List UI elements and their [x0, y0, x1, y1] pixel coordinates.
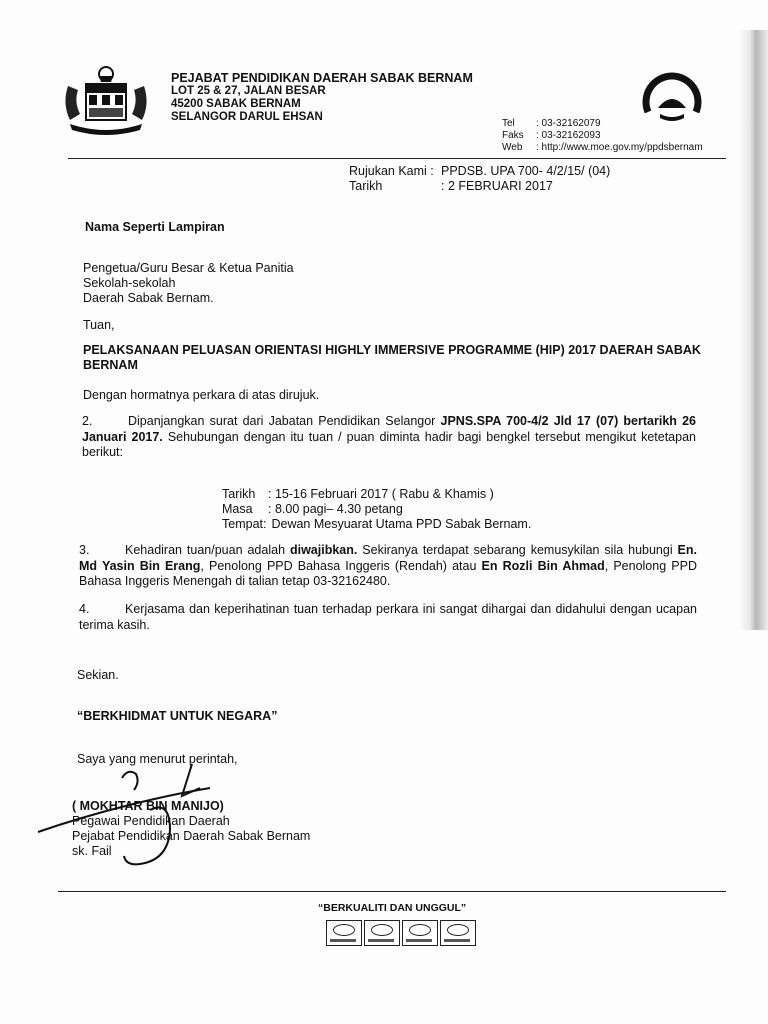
para-4-text: Kerjasama dan keperihatinan tuan terhadap perkara ini sangat dihargai dan didahului dengan ucapan terima kasih.: [79, 602, 697, 632]
reference-block: [349, 164, 610, 194]
date-value: : 2 FEBRUARI 2017: [441, 179, 553, 193]
cc-line: sk. Fail: [72, 844, 112, 858]
opening-line: Dengan hormatnya perkara di atas dirujuk.: [83, 388, 320, 402]
closing-line: Sekian.: [77, 668, 119, 682]
recipient-line-1: Pengetua/Guru Besar & Ketua Panitia: [83, 261, 294, 275]
detail-venue-label: Tempat:: [222, 517, 267, 531]
para-4-number: 4.: [79, 602, 90, 616]
para-3-text-2: Sekiranya terdapat sebarang kemusykilan sila hubungi: [357, 543, 678, 557]
fax-label: Faks: [502, 130, 524, 141]
subject-line: PELAKSANAAN PELUASAN ORIENTASI HIGHLY IMMERSIVE PROGRAMME (HIP) 2017 DAERAH SABAK BERNAM: [83, 343, 701, 372]
tel-label: Tel: [502, 118, 515, 129]
para-2-number: 2.: [82, 414, 93, 428]
detail-time-value: : 8.00 pagi– 4.30 petang: [268, 502, 403, 516]
address-line-1: LOT 25 & 27, JALAN BESAR: [171, 85, 326, 97]
recipient-line-3: Daerah Sabak Bernam.: [83, 291, 214, 305]
svg-text:PPD: PPD: [662, 85, 677, 92]
detail-date-value: : 15-16 Februari 2017 ( Rabu & Khamis ): [268, 487, 494, 501]
signatory-title-2: Pejabat Pendidikan Daerah Sabak Bernam: [72, 829, 311, 843]
ref-value: PPDSB. UPA 700- 4/2/15/ (04): [441, 164, 611, 178]
office-name: PEJABAT PENDIDIKAN DAERAH SABAK BERNAM: [171, 71, 473, 85]
signatory-name: ( MOKHTAR BIN MANIJO): [72, 799, 224, 813]
recipient-block: [83, 261, 294, 306]
coat-of-arms-logo: [56, 64, 156, 136]
para-3-text-1: Kehadiran tuan/puan adalah: [125, 543, 290, 557]
address-line-3: SELANGOR DARUL EHSAN: [171, 111, 323, 123]
paragraph-2: [82, 414, 696, 461]
certification-icon: [402, 920, 438, 946]
paragraph-3: [79, 543, 697, 590]
scan-edge: [738, 30, 768, 630]
detail-time-label: Masa: [222, 502, 253, 516]
signatory-block: [72, 799, 310, 859]
date-label: Tarikh: [349, 179, 383, 193]
contact-block: [502, 118, 703, 154]
header-divider: [68, 158, 726, 159]
para-3-bold-1: diwajibkan.: [289, 543, 358, 557]
certification-icon: [440, 920, 476, 946]
salutation: Tuan,: [83, 318, 115, 332]
fax-value: : 03-32162093: [536, 130, 601, 141]
event-details: [222, 487, 531, 532]
web-label: Web: [502, 142, 523, 153]
footer-divider: [58, 891, 726, 892]
attention-line: Nama Seperti Lampiran: [85, 220, 225, 234]
address-line-2: 45200 SABAK BERNAM: [171, 98, 301, 110]
motto: “BERKHIDMAT UNTUK NEGARA”: [77, 709, 278, 723]
para-3-text-4: , Penolong PPD Bahasa Inggeris Menengah di talian tetap 03-32162480.: [79, 558, 697, 588]
certification-logos: [326, 920, 478, 951]
recipient-line-2: Sekolah-sekolah: [83, 276, 176, 290]
certification-icon: [326, 920, 362, 946]
para-3-text-3: , Penolong PPD Bahasa Inggeris (Rendah) atau: [200, 558, 482, 573]
footer-slogan: “BERKUALITI DAN UNGGUL”: [318, 902, 467, 914]
web-value: : http://www.moe.gov.my/ppdsbernam: [536, 142, 703, 153]
ref-label: Rujukan Kami :: [349, 164, 434, 178]
paragraph-4: [79, 602, 697, 633]
signoff-line: Saya yang menurut perintah,: [77, 752, 238, 766]
signatory-title-1: Pegawai Pendidikan Daerah: [72, 814, 230, 828]
para-3-number: 3.: [79, 543, 90, 557]
certification-icon: [364, 920, 400, 946]
tel-value: : 03-32162079: [536, 118, 601, 129]
detail-venue-value: Dewan Mesyuarat Utama PPD Sabak Bernam.: [268, 517, 532, 531]
para-2-text-2: Sehubungan dengan itu tuan / puan diminta hadir bagi bengkel tersebut mengikut ketetapan berikut:: [82, 429, 696, 459]
para-2-text-1: Dipanjangkan surat dari Jabatan Pendidikan Selangor: [128, 414, 441, 428]
para-3-contact-1: En. Md Yasin Bin Erang: [79, 543, 697, 573]
para-2-bold-ref: JPNS.SPA 700-4/2 Jld 17 (07) bertarikh 26 Januari 2017.: [82, 414, 696, 444]
detail-date-label: Tarikh: [222, 487, 256, 501]
ppd-logo: [640, 72, 704, 124]
para-3-contact-2: En Rozli Bin Ahmad: [481, 558, 605, 573]
